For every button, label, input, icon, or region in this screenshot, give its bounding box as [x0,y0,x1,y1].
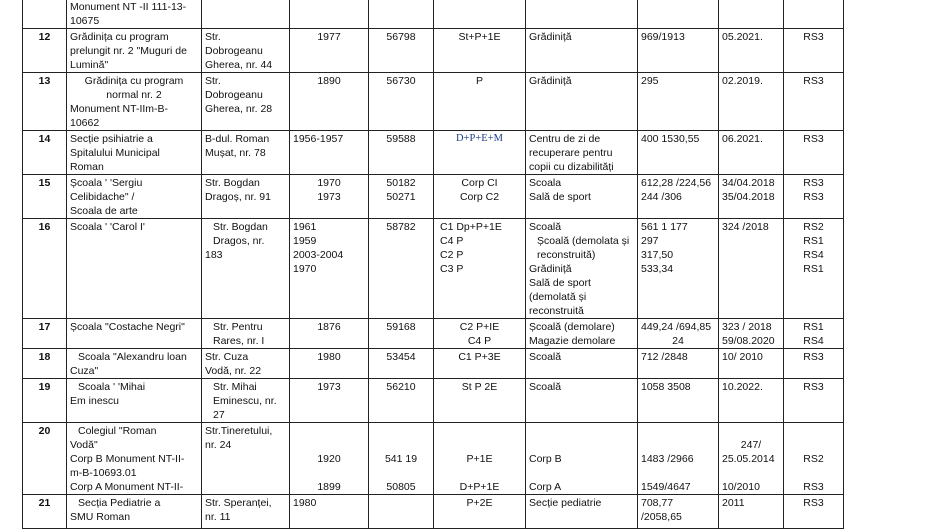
rs-cell: RS3 [784,349,844,379]
body-cell: C2 P+IE C4 P [434,319,526,349]
date-cell: 10.2022. [719,379,784,423]
area-cell: 1058 3508 [638,379,719,423]
rs-cell: RS3 [784,379,844,423]
address-cell: Str.Tineretului, nr. 24 [202,423,290,495]
row-number-cell: 18 [23,349,67,379]
code-cell: 58782 [369,219,434,319]
code-cell: 53454 [369,349,434,379]
address-cell: Str. Dobrogeanu Gherea, nr. 28 [202,73,290,131]
table-row [23,175,844,219]
area-cell: 612,28 /224,56 244 /306 [638,175,719,219]
row-number-cell: 14 [23,131,67,175]
row-number-cell: 20 [23,423,67,495]
name-cell: Secție psihiatrie a Spitalului Municipal Roman [67,131,202,175]
table-row [23,495,844,529]
name-cell: Grădinița cu program normal nr. 2 Monument NT-IIm-B- 10662 [67,73,202,131]
name-cell: Grădinița cu program prelungit nr. 2 "Muguri de Lumină" [67,29,202,73]
row-number-cell: 12 [23,29,67,73]
year-cell [290,0,369,29]
code-cell: 59588 [369,131,434,175]
code-cell: 50182 50271 [369,175,434,219]
body-cell: D+P+E+M [434,131,526,175]
code-cell: 59168 [369,319,434,349]
rs-cell: RS2 RS3 [784,423,844,495]
area-cell: 969/1913 [638,29,719,73]
rs-cell: RS3 [784,29,844,73]
row-number-cell: 17 [23,319,67,349]
name-cell: Școala "Costache Negri" [67,319,202,349]
year-cell: 1970 1973 [290,175,369,219]
rs-cell: RS3 [784,73,844,131]
function-cell: Scoală [526,349,638,379]
date-cell: 05.2021. [719,29,784,73]
body-cell: St+P+1E [434,29,526,73]
function-cell: Scoală [526,379,638,423]
area-cell: 449,24 /694,85 24 [638,319,719,349]
rs-cell: RS3 [784,495,844,529]
year-cell: 1980 [290,495,369,529]
address-cell: Str. Mihai Eminescu, nr. 27 [202,379,290,423]
area-cell [638,0,719,29]
row-number-cell: 15 [23,175,67,219]
address-cell: Str. Bogdan Dragos, nr. 183 [202,219,290,319]
rs-cell: RS3 [784,131,844,175]
year-cell: 1876 [290,319,369,349]
rs-cell: RS3 RS3 [784,175,844,219]
function-cell: Centru de zi de recuperare pentru copii cu dizabilități [526,131,638,175]
table-row [23,219,844,319]
year-cell: 1977 [290,29,369,73]
function-cell: Corp B Corp A [526,423,638,495]
name-cell: Scoala "Alexandru loan Cuza" [67,349,202,379]
area-cell: 1483 /2966 1549/4647 [638,423,719,495]
function-cell: Grădiniță [526,73,638,131]
year-cell: 1961 1959 2003-2004 1970 [290,219,369,319]
area-cell: 708,77 /2058,65 [638,495,719,529]
function-cell: Scoala Sală de sport [526,175,638,219]
table-row [23,319,844,349]
body-cell: P [434,73,526,131]
code-cell: 541 19 50805 [369,423,434,495]
body-cell: P+2E [434,495,526,529]
name-cell: Școala ' 'Sergiu Celibidache" / Scoala de arte [67,175,202,219]
date-cell: 34/04.2018 35/04.2018 [719,175,784,219]
area-cell: 561 1 177 297 317,50 533,34 [638,219,719,319]
table-row [23,73,844,131]
function-cell: Școală (demolare) Magazie demolare [526,319,638,349]
address-cell: Str. Speranței, nr. 11 [202,495,290,529]
year-cell: 1890 [290,73,369,131]
date-cell: 323 / 2018 59/08.2020 [719,319,784,349]
name-cell: Monument NT -II 111-13- 10675 [67,0,202,29]
address-cell: B-dul. Roman Mușat, nr. 78 [202,131,290,175]
date-cell: 247/ 25.05.2014 10/2010 [719,423,784,495]
date-cell: 02.2019. [719,73,784,131]
area-cell: 295 [638,73,719,131]
table-row [23,0,844,29]
body-cell: St P 2E [434,379,526,423]
rs-cell [784,0,844,29]
function-cell: Secție pediatrie [526,495,638,529]
name-cell: Scoala ' 'Carol I' [67,219,202,319]
address-cell: Str. Bogdan Dragoș, nr. 91 [202,175,290,219]
address-cell: Str. Pentru Rares, nr. I [202,319,290,349]
table-row [23,379,844,423]
name-cell: Scoala ' 'Mihai Em inescu [67,379,202,423]
table-row [23,29,844,73]
date-cell: 10/ 2010 [719,349,784,379]
function-cell [526,0,638,29]
code-cell: 56730 [369,73,434,131]
row-number-cell: 19 [23,379,67,423]
body-cell: C1 Dp+P+1E C4 P C2 P C3 P [434,219,526,319]
body-cell: P+1E D+P+1E [434,423,526,495]
body-cell: Corp CI Corp C2 [434,175,526,219]
code-cell [369,495,434,529]
buildings-table [22,0,844,529]
code-cell: 56798 [369,29,434,73]
row-number-cell: 13 [23,73,67,131]
table-row [23,349,844,379]
address-cell [202,0,290,29]
name-cell: Colegiul "Roman Vodă" Corp B Monument NT-II- m-B-10693.01 Corp A Monument NT-II- [67,423,202,495]
year-cell: 1956-1957 [290,131,369,175]
code-cell [369,0,434,29]
date-cell [719,0,784,29]
row-number-cell [23,0,67,29]
body-cell: C1 P+3E [434,349,526,379]
name-cell: Secția Pediatrie a SMU Roman [67,495,202,529]
year-cell: 1920 1899 [290,423,369,495]
address-cell: Str. Cuza Vodă, nr. 22 [202,349,290,379]
year-cell: 1973 [290,379,369,423]
body-cell [434,0,526,29]
date-cell: 06.2021. [719,131,784,175]
function-cell: Scoală Școală (demolata și reconstruită) Grădiniță Sală de sport (demolată și reconstruită [526,219,638,319]
table-row [23,131,844,175]
row-number-cell: 21 [23,495,67,529]
code-cell: 56210 [369,379,434,423]
function-cell: Grădiniță [526,29,638,73]
table-row [23,423,844,495]
date-cell: 2011 [719,495,784,529]
area-cell: 400 1530,55 [638,131,719,175]
address-cell: Str. Dobrogeanu Gherea, nr. 44 [202,29,290,73]
year-cell: 1980 [290,349,369,379]
area-cell: 712 /2848 [638,349,719,379]
row-number-cell: 16 [23,219,67,319]
date-cell: 324 /2018 [719,219,784,319]
rs-cell: RS1 RS4 [784,319,844,349]
rs-cell: RS2 RS1 RS4 RS1 [784,219,844,319]
